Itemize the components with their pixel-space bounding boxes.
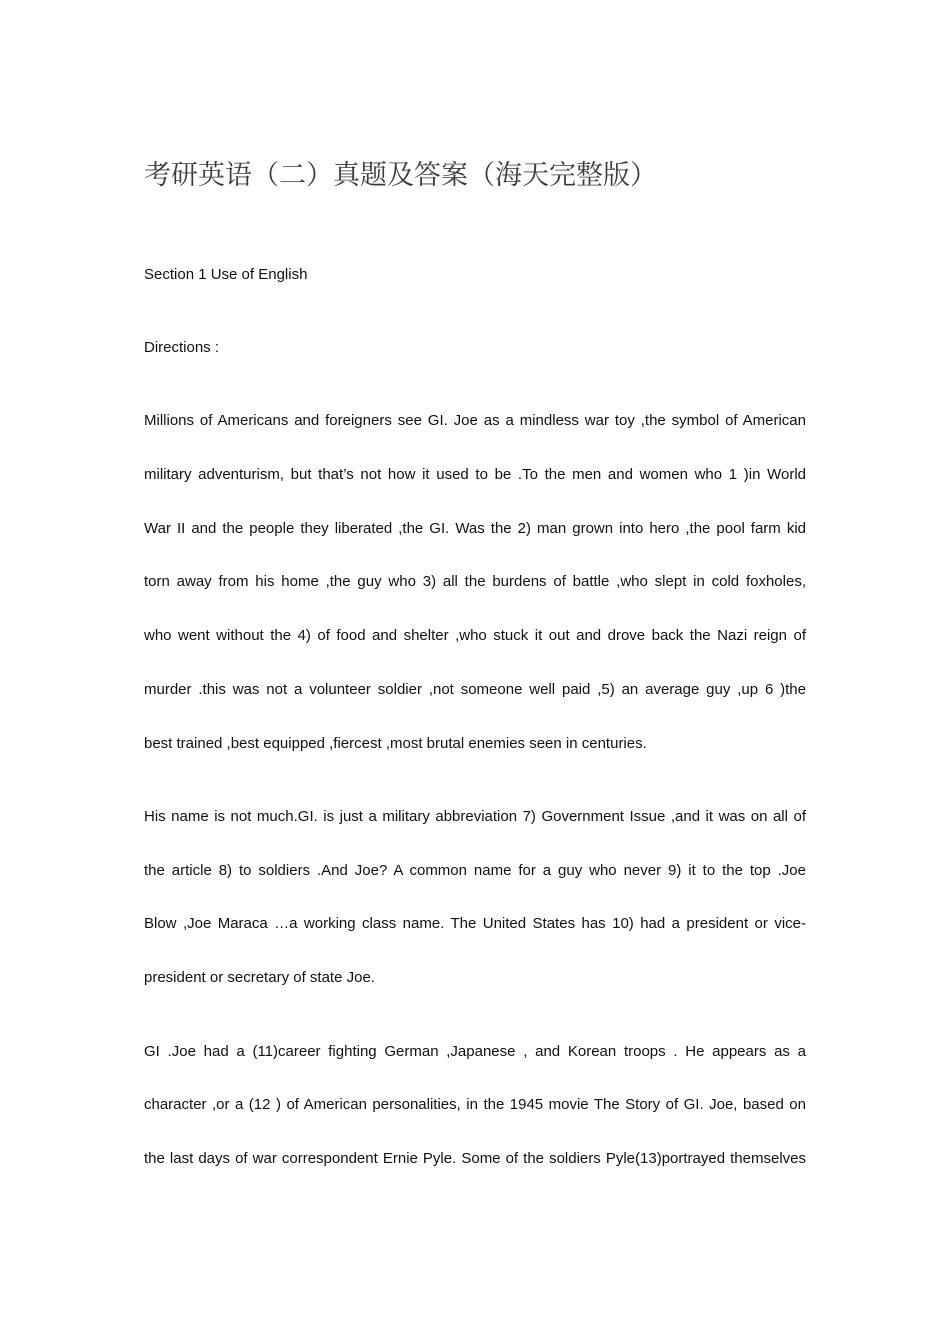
paragraph-line: War II and the people they liberated ,the GI. Was the 2) man grown into hero ,the pool farm kid bbox=[144, 520, 806, 537]
paragraph-line: president or secretary of state Joe. bbox=[144, 969, 375, 986]
paragraph-line: Millions of Americans and foreigners see GI. Joe as a mindless war toy ,the symbol of American bbox=[144, 412, 806, 429]
paragraph-line: who went without the 4) of food and shelter ,who stuck it out and drove back the Nazi reign of bbox=[144, 627, 806, 644]
document-title: 考研英语（二）真题及答案（海天完整版） bbox=[144, 160, 657, 191]
section-heading: Section 1 Use of English bbox=[144, 266, 308, 283]
paragraph-line: character ,or a (12 ) of American personalities, in the 1945 movie The Story of GI. Joe, based on bbox=[144, 1096, 806, 1113]
paragraph-line: torn away from his home ,the guy who 3) all the burdens of battle ,who slept in cold foxholes, bbox=[144, 573, 806, 590]
paragraph-line: military adventurism, but that’s not how it used to be .To the men and women who 1 )in World bbox=[144, 466, 806, 483]
directions-label: Directions : bbox=[144, 339, 220, 356]
paragraph-line: the last days of war correspondent Ernie Pyle. Some of the soldiers Pyle(13)portrayed themselves bbox=[144, 1150, 806, 1167]
paragraph-line: His name is not much.GI. is just a military abbreviation 7) Government Issue ,and it was on all of bbox=[144, 808, 806, 825]
paragraph-line: GI .Joe had a (11)career fighting German ,Japanese , and Korean troops . He appears as a bbox=[144, 1043, 806, 1060]
paragraph-line: Blow ,Joe Maraca …a working class name. The United States has 10) had a president or vice- bbox=[144, 915, 806, 932]
paragraph-line: best trained ,best equipped ,fiercest ,most brutal enemies seen in centuries. bbox=[144, 735, 647, 752]
paragraph-line: murder .this was not a volunteer soldier ,not someone well paid ,5) an average guy ,up 6 )the bbox=[144, 681, 806, 698]
paragraph-line: the article 8) to soldiers .And Joe? A common name for a guy who never 9) it to the top .Joe bbox=[144, 862, 806, 879]
